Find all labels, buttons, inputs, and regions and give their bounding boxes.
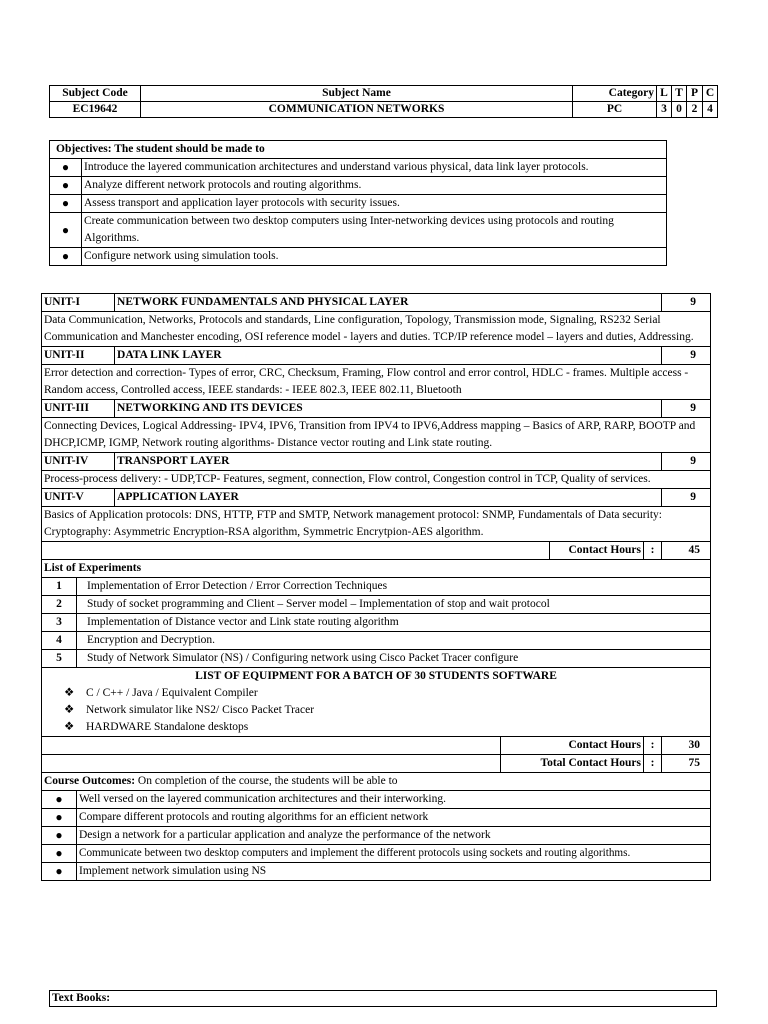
objective-item — [50, 159, 667, 177]
bullet-icon: ● — [42, 845, 77, 863]
outcome-item — [42, 845, 711, 863]
outcome-item — [42, 791, 711, 809]
equipment-cell — [42, 668, 711, 737]
objective-item — [50, 195, 667, 213]
contact-hours-colon: : — [644, 542, 662, 560]
textbooks-row — [50, 991, 717, 1007]
unit-hours: 9 — [662, 453, 711, 471]
objective-text: Analyze different network protocols and routing algorithms. — [82, 177, 667, 195]
experiment-text: Study of Network Simulator (NS) / Configuring network using Cisco Packet Tracer configure — [77, 650, 711, 668]
outcome-text: Well versed on the layered communication architectures and their interworking. — [77, 791, 711, 809]
unit-content-row — [42, 312, 711, 347]
equipment-heading: LIST OF EQUIPMENT FOR A BATCH OF 30 STUDENTS SOFTWARE — [195, 670, 557, 682]
outcomes-heading-rest: On completion of the course, the students will be able to — [135, 775, 398, 787]
bullet-icon: ● — [50, 248, 82, 266]
equipment-item-text: Network simulator like NS2/ Cisco Packet Tracer — [86, 704, 315, 716]
l-value: 3 — [657, 102, 672, 118]
outcome-text: Implement network simulation using NS — [77, 863, 711, 881]
outcomes-heading-row — [42, 773, 711, 791]
experiments-heading-row — [42, 560, 711, 578]
bullet-icon: ● — [42, 827, 77, 845]
equipment-item — [64, 685, 708, 702]
objective-text: Create communication between two desktop computers using Inter-networking devices using protocols and routing Algorithms. — [82, 213, 667, 248]
experiment-row — [42, 650, 711, 668]
unit-content-row — [42, 365, 711, 400]
textbooks-table — [49, 990, 717, 1007]
contact-hours-label: Contact Hours — [550, 542, 644, 560]
unit-hours: 9 — [662, 294, 711, 312]
experiment-text: Implementation of Distance vector and Link state routing algorithm — [77, 614, 711, 632]
subject-name-value: COMMUNICATION NETWORKS — [141, 102, 573, 118]
diamond-bullet-icon: ❖ — [64, 704, 75, 716]
bullet-icon: ● — [50, 213, 82, 248]
category-value: PC — [573, 102, 657, 118]
experiment-number: 4 — [42, 632, 77, 650]
unit-content-row — [42, 418, 711, 453]
objective-item — [50, 248, 667, 266]
contact-hours-lab-value: 30 — [662, 737, 711, 755]
unit-content: Connecting Devices, Logical Addressing- IPV4, IPV6, Transition from IPV4 to IPV6,Address mapping – Basics of ARP, RARP, BOOTP and DHCP,ICMP, IGMP, Network routing algorithms- Distance vector routing and Link state routing. — [42, 418, 711, 453]
bullet-icon: ● — [42, 809, 77, 827]
c-header: C — [703, 86, 718, 102]
unit-content: Error detection and correction- Types of error, CRC, Checksum, Framing, Flow control and error control, HDLC - frames. Multiple access - Random access, Controlled access, IEEE standards: - IEEE 802.3, IEEE 802.11, Bluetooth — [42, 365, 711, 400]
subject-value-row — [50, 102, 718, 118]
subject-header-row — [50, 86, 718, 102]
experiment-text: Implementation of Error Detection / Error Correction Techniques — [77, 578, 711, 596]
unit-code: UNIT-III — [42, 400, 115, 418]
contact-hours-lab-label: Contact Hours — [501, 737, 644, 755]
bullet-icon: ● — [50, 177, 82, 195]
equipment-item-text: C / C++ / Java / Equivalent Compiler — [86, 687, 258, 699]
unit-content-row — [42, 471, 711, 489]
unit-title: APPLICATION LAYER — [115, 489, 662, 507]
unit-header-row — [42, 347, 711, 365]
objective-text: Assess transport and application layer protocols with security issues. — [82, 195, 667, 213]
unit-code: UNIT-II — [42, 347, 115, 365]
unit-header-row — [42, 489, 711, 507]
objective-item — [50, 213, 667, 248]
equipment-list — [44, 685, 708, 736]
unit-title: TRANSPORT LAYER — [115, 453, 662, 471]
objectives-heading: Objectives: The student should be made to — [50, 141, 667, 159]
empty-cell — [42, 542, 550, 560]
experiment-text: Encryption and Decryption. — [77, 632, 711, 650]
unit-content: Data Communication, Networks, Protocols and standards, Line configuration, Topology, Transmission mode, Signaling, RS232 Serial Communication and Manchester encoding, OSI reference model - layers and duties. TCP/IP reference model – layers and duties, Addressing. — [42, 312, 711, 347]
outcome-item — [42, 809, 711, 827]
contact-hours-lab-row — [42, 737, 711, 755]
bullet-icon: ● — [42, 863, 77, 881]
total-contact-hours-label: Total Contact Hours — [501, 755, 644, 773]
experiment-number: 3 — [42, 614, 77, 632]
unit-code: UNIT-V — [42, 489, 115, 507]
equipment-item — [64, 719, 708, 736]
syllabus-table — [41, 293, 711, 881]
experiment-number: 1 — [42, 578, 77, 596]
unit-hours: 9 — [662, 347, 711, 365]
objective-item — [50, 177, 667, 195]
c-value: 4 — [703, 102, 718, 118]
contact-hours-value: 45 — [662, 542, 711, 560]
subject-name-header: Subject Name — [141, 86, 573, 102]
unit-code: UNIT-I — [42, 294, 115, 312]
unit-content: Basics of Application protocols: DNS, HTTP, FTP and SMTP, Network management protocol: SNMP, Fundamentals of Data security: Cryptography: Asymmetric Encryption-RSA algorithm, Symmetric Encrytpion-AES algorithm. — [42, 507, 711, 542]
equipment-row — [42, 668, 711, 737]
total-contact-hours-colon: : — [644, 755, 662, 773]
experiment-row — [42, 578, 711, 596]
objectives-table — [49, 140, 667, 266]
t-header: T — [672, 86, 687, 102]
unit-content-row — [42, 507, 711, 542]
bullet-icon: ● — [42, 791, 77, 809]
experiment-row — [42, 632, 711, 650]
textbooks-heading: Text Books: — [50, 991, 717, 1007]
bullet-icon: ● — [50, 195, 82, 213]
unit-code: UNIT-IV — [42, 453, 115, 471]
equipment-item — [64, 702, 708, 719]
diamond-bullet-icon: ❖ — [64, 721, 75, 733]
outcome-text: Communicate between two desktop computers and implement the different protocols using sockets and routing algorithms. — [77, 845, 711, 863]
unit-header-row — [42, 400, 711, 418]
p-header: P — [687, 86, 703, 102]
experiment-text: Study of socket programming and Client – Server model – Implementation of stop and wait protocol — [77, 596, 711, 614]
equipment-item-text: HARDWARE Standalone desktops — [86, 721, 249, 733]
contact-hours-row — [42, 542, 711, 560]
unit-hours: 9 — [662, 489, 711, 507]
objective-text: Introduce the layered communication architectures and understand various physical, data link layer protocols. — [82, 159, 667, 177]
bullet-icon: ● — [50, 159, 82, 177]
unit-header-row — [42, 294, 711, 312]
empty-cell — [42, 737, 501, 755]
subject-table — [49, 85, 718, 118]
t-value: 0 — [672, 102, 687, 118]
outcomes-heading-bold: Course Outcomes: — [44, 775, 136, 787]
outcome-text: Compare different protocols and routing algorithms for an efficient network — [77, 809, 711, 827]
outcome-item — [42, 827, 711, 845]
p-value: 2 — [687, 102, 703, 118]
outcomes-heading — [42, 773, 711, 791]
l-header: L — [657, 86, 672, 102]
category-header: Category — [573, 86, 657, 102]
unit-hours: 9 — [662, 400, 711, 418]
experiment-number: 2 — [42, 596, 77, 614]
unit-title: NETWORK FUNDAMENTALS AND PHYSICAL LAYER — [115, 294, 662, 312]
experiment-number: 5 — [42, 650, 77, 668]
unit-content: Process-process delivery: - UDP,TCP- Features, segment, connection, Flow control, Congestion control in TCP, Quality of services. — [42, 471, 711, 489]
unit-title: NETWORKING AND ITS DEVICES — [115, 400, 662, 418]
experiments-heading: List of Experiments — [42, 560, 711, 578]
outcome-text: Design a network for a particular application and analyze the performance of the network — [77, 827, 711, 845]
experiment-row — [42, 596, 711, 614]
total-contact-hours-value: 75 — [662, 755, 711, 773]
unit-header-row — [42, 453, 711, 471]
diamond-bullet-icon: ❖ — [64, 687, 75, 699]
objectives-heading-row — [50, 141, 667, 159]
subject-code-header: Subject Code — [50, 86, 141, 102]
subject-code-value: EC19642 — [50, 102, 141, 118]
empty-cell — [42, 755, 501, 773]
unit-title: DATA LINK LAYER — [115, 347, 662, 365]
total-contact-hours-row — [42, 755, 711, 773]
contact-hours-lab-colon: : — [644, 737, 662, 755]
outcome-item — [42, 863, 711, 881]
experiment-row — [42, 614, 711, 632]
objective-text: Configure network using simulation tools. — [82, 248, 667, 266]
